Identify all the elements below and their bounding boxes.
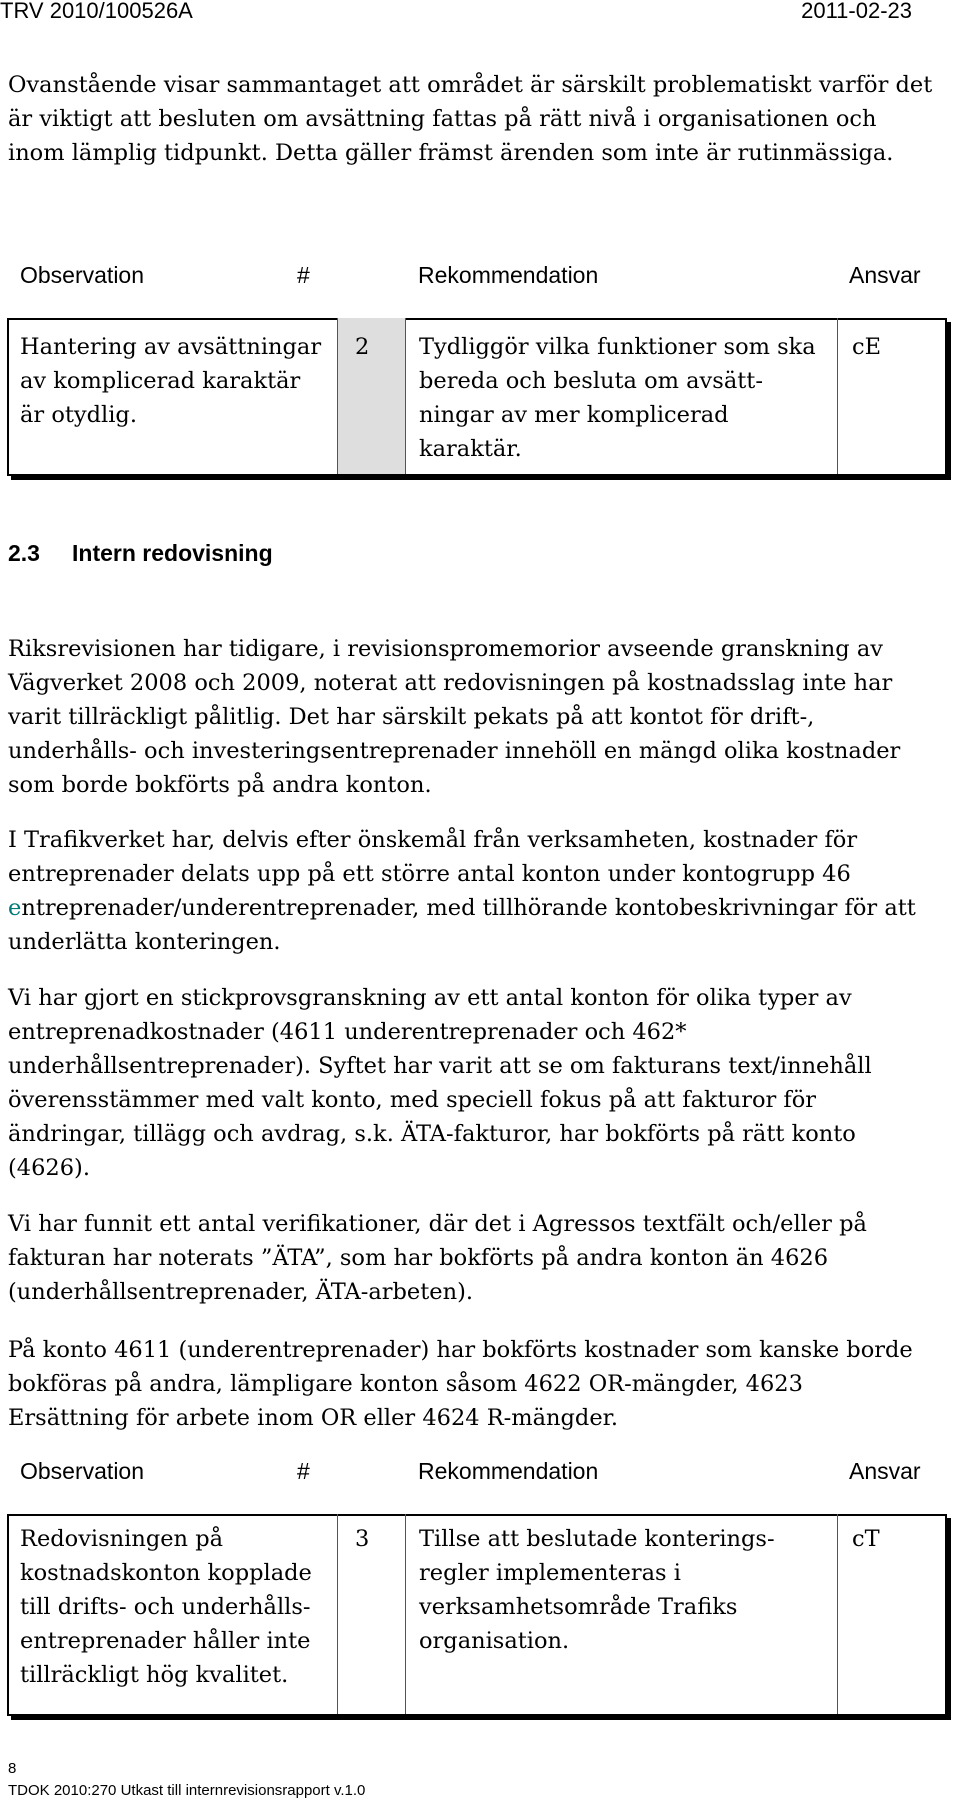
cell-line: kostnadskonton kopplade bbox=[20, 1560, 312, 1586]
paragraph-4 bbox=[8, 1207, 948, 1309]
text-line: entreprenadkostnader (4611 underentreprenader och 462* bbox=[8, 1019, 687, 1045]
document-footer: TDOK 2010:270 Utkast till internrevisionsrapport v.1.0 bbox=[8, 1782, 366, 1799]
text-line: varit tillräckligt pålitlig. Det har särskilt pekats på att kontot för drift-, bbox=[8, 704, 815, 730]
text-line: (underhållsentreprenader, ÄTA-arbeten). bbox=[8, 1279, 473, 1305]
cell-line: entreprenader håller inte bbox=[20, 1628, 311, 1654]
cell-line: organisation. bbox=[419, 1628, 570, 1654]
document-date: 2011-02-23 bbox=[801, 0, 912, 23]
paragraph-3 bbox=[8, 981, 948, 1185]
header-recommendation: Rekommendation bbox=[418, 1458, 599, 1484]
cell-line: Redovisningen på bbox=[20, 1526, 224, 1552]
text-line: Riksrevisionen har tidigare, i revisionspromemorior avseende granskning av bbox=[8, 636, 883, 662]
header-responsible: Ansvar bbox=[849, 262, 921, 288]
recommendation-table-1 bbox=[7, 262, 952, 480]
paragraph-5 bbox=[8, 1333, 948, 1435]
cell-line: är otydlig. bbox=[20, 402, 137, 428]
paragraph-1 bbox=[8, 632, 948, 802]
text-line: är viktigt att besluten om avsättning fattas på rätt nivå i organisationen och bbox=[8, 106, 877, 132]
text-line: underhållsentreprenader). Syftet har varit att se om fakturans text/innehåll bbox=[8, 1053, 872, 1079]
cell-line: av komplicerad karaktär bbox=[20, 368, 301, 394]
text-line: ändringar, tillägg och avdrag, s.k. ÄTA-fakturor, har bokförts på rätt konto bbox=[8, 1121, 856, 1147]
text-line: bokföras på andra, lämpligare konton såsom 4622 OR-mängder, 4623 bbox=[8, 1371, 803, 1397]
table-row bbox=[7, 1514, 947, 1716]
column-divider bbox=[837, 1514, 838, 1714]
column-divider bbox=[405, 318, 406, 474]
table-header-row bbox=[7, 1458, 947, 1516]
cell-line: ningar av mer komplicerad bbox=[419, 402, 729, 428]
cell-recommendation bbox=[419, 1522, 775, 1658]
text-line: inom lämplig tidpunkt. Detta gäller främst ärenden som inte är rutinmässiga. bbox=[8, 140, 894, 166]
cell-responsible: cT bbox=[852, 1526, 880, 1552]
text-line: som borde bokförts på andra konton. bbox=[8, 772, 432, 798]
cell-line: till drifts- och underhålls- bbox=[20, 1594, 311, 1620]
column-divider bbox=[837, 318, 838, 474]
text-line: överensstämmer med valt konto, med speciell fokus på att fakturor för bbox=[8, 1087, 817, 1113]
cell-line: Tydliggör vilka funktioner som ska bbox=[419, 334, 816, 360]
cell-observation bbox=[20, 1522, 312, 1692]
text-line: Vi har gjort en stickprovsgranskning av ett antal konton för olika typer av bbox=[8, 985, 852, 1011]
intro-paragraph bbox=[8, 68, 948, 170]
cell-line: tillräckligt hög kvalitet. bbox=[20, 1662, 289, 1688]
header-observation: Observation bbox=[20, 262, 145, 288]
table-row bbox=[7, 318, 947, 476]
section-number: 2.3 bbox=[8, 540, 40, 566]
cell-line: regler implementeras i bbox=[419, 1560, 681, 1586]
text-line: Vägverket 2008 och 2009, noterat att redovisningen på kostnadsslag inte har bbox=[8, 670, 893, 696]
page-header bbox=[0, 0, 960, 26]
text-line: Ersättning för arbete inom OR eller 4624 R-mängder. bbox=[8, 1405, 619, 1431]
cell-line: Hantering av avsättningar bbox=[20, 334, 322, 360]
paragraph-2 bbox=[8, 823, 948, 959]
text-line: (4626). bbox=[8, 1155, 90, 1181]
cell-line: Tillse att beslutade konterings- bbox=[419, 1526, 775, 1552]
page-number: 8 bbox=[8, 1760, 17, 1777]
header-responsible: Ansvar bbox=[849, 1458, 921, 1484]
column-divider bbox=[405, 1514, 406, 1714]
cell-line: verksamhetsområde Trafiks bbox=[419, 1594, 738, 1620]
table-header-row bbox=[7, 262, 947, 320]
text-line: underhålls- och investeringsentreprenader innehöll en mängd olika kostnader bbox=[8, 738, 901, 764]
recommendation-table-2 bbox=[7, 1458, 952, 1720]
text-line bbox=[8, 895, 916, 921]
column-divider bbox=[337, 1514, 338, 1714]
section-heading bbox=[8, 540, 273, 567]
cell-line: bereda och besluta om avsätt- bbox=[419, 368, 763, 394]
cell-line: karaktär. bbox=[419, 436, 522, 462]
text-line: entreprenader delats upp på ett större antal konton under kontogrupp 46 bbox=[8, 861, 851, 887]
cell-number: 3 bbox=[355, 1526, 370, 1552]
text-line: På konto 4611 (underentreprenader) har bokförts kostnader som kanske borde bbox=[8, 1337, 913, 1363]
section-title-text: Intern redovisning bbox=[72, 540, 273, 566]
cell-number: 2 bbox=[355, 334, 370, 360]
text-line: Ovanstående visar sammantaget att området är särskilt problematiskt varför det bbox=[8, 72, 933, 98]
text-line: fakturan har noterats ”ÄTA”, som har bokförts på andra konton än 4626 bbox=[8, 1245, 829, 1271]
text-line: Vi har funnit ett antal verifikationer, där det i Agressos textfält och/eller på bbox=[8, 1211, 867, 1237]
cell-responsible: cE bbox=[852, 334, 882, 360]
text-line: underlätta konteringen. bbox=[8, 929, 281, 955]
cell-recommendation bbox=[419, 330, 816, 466]
document-reference: TRV 2010/100526A bbox=[0, 0, 193, 23]
number-column bbox=[337, 318, 405, 474]
column-divider bbox=[337, 318, 338, 474]
header-number: # bbox=[297, 262, 310, 288]
header-number: # bbox=[297, 1458, 310, 1484]
text-line: I Trafikverket har, delvis efter önskemål från verksamheten, kostnader för bbox=[8, 827, 858, 853]
header-observation: Observation bbox=[20, 1458, 145, 1484]
highlighted-letter: e bbox=[8, 895, 22, 921]
text-segment: ntreprenader/underentreprenader, med tillhörande kontobeskrivningar för att bbox=[21, 895, 916, 921]
header-recommendation: Rekommendation bbox=[418, 262, 599, 288]
cell-observation bbox=[20, 330, 321, 432]
